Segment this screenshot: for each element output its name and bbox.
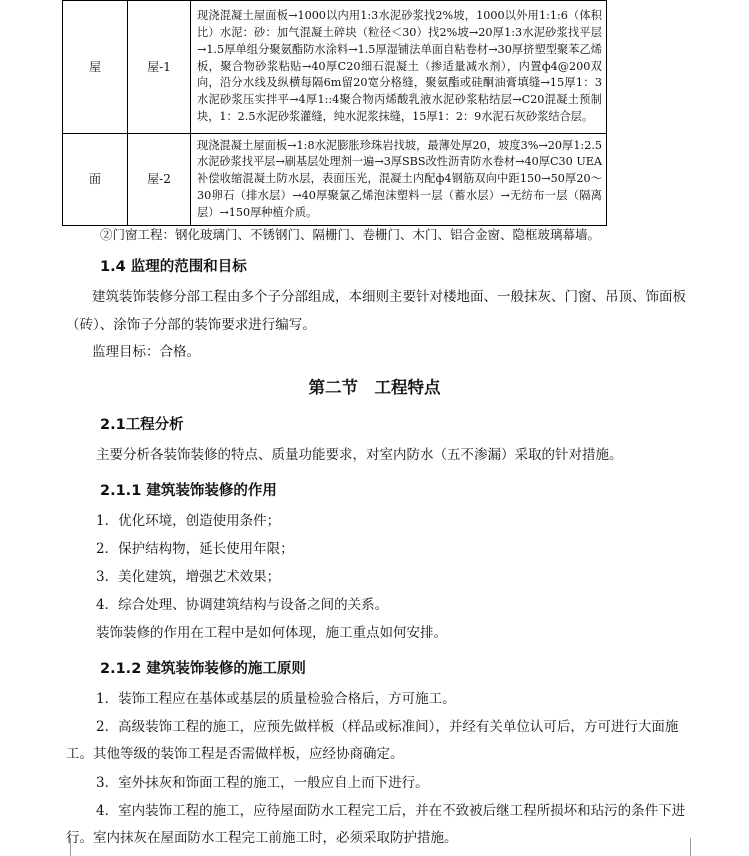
chapter-title: 第二节 工程特点: [308, 378, 441, 397]
table-row: [63, 134, 607, 226]
description-cell: [191, 1, 607, 134]
section-heading-2-1-2: 2.1.2 建筑装饰装修的施工原则: [100, 661, 306, 677]
paragraph-scope: 建筑装饰装修分部工程由多个子分部组成，本细则主要针对楼地面、一般抹灰、门窗、吊顶、饰面板（砖）、涂饰子分部的装饰要求进行编写。: [66, 289, 686, 333]
list-item: 3．美化建筑，增强艺术效果；: [96, 569, 281, 585]
page-corner-mark: [56, 838, 71, 856]
category-cell: 屋: [63, 1, 128, 134]
description-text: 现浇混凝土屋面板→1000以内用1:3水泥砂浆找2%坡，1000以外用1:1:6（体积比）水泥：砂：加气混凝土碎块（粒径＜30）找2%坡→20厚1:3水泥砂浆找平层→1.5厚单组分聚氨酯防水涂料→1.5厚湿铺法单面自粘卷材→30厚挤塑型聚苯乙烯板，聚合物砂浆粘贴→40厚C20细石混凝土（掺适量减水剂），内置ф4@200双向，沿分水线及纵横每隔6m留20宽分格缝，聚氨酯或硅酮油膏填缝→15厚1：3水泥砂浆压实拌平→4厚1::4聚合物丙烯酸乳液水泥砂浆粘结层→C20混凝土预制块，1：2.5水泥砂浆灌缝，纯水泥浆抹缝，15厚1：2：9水泥石灰砂浆结合层。: [197, 9, 602, 123]
description-text: 现浇混凝土屋面板→1:8水泥膨胀珍珠岩找坡，最薄处厚20，坡度3%→20厚1:2.5水泥砂浆找平层→刷基层处理剂一遍→3厚SBS改性沥青防水卷材→40厚C30 UEA补偿收缩混凝土防水层，表面压光，混凝土内配ф4钢筋双向中距150→50厚20～30卵石（排水层）→40厚聚氯乙烯泡沫塑料一层（蓄水层）→无纺布一层（隔离层）→150厚种植介质。: [197, 138, 602, 219]
paragraph-analysis: 主要分析各装饰装修的特点、质量功能要求，对室内防水（五不渗漏）采取的针对措施。: [96, 447, 623, 463]
section-heading-1-4: 1.4 监理的范围和目标: [100, 259, 247, 275]
list-item: 1．装饰工程应在基体或基层的质量检验合格后，方可施工。: [96, 691, 456, 707]
code-cell: 屋-2: [128, 134, 191, 226]
table-row: [63, 1, 607, 134]
paragraph-role: 装饰装修的作用在工程中是如何体现，施工重点如何安排。: [96, 625, 447, 641]
door-window-note: ②门窗工程：钢化玻璃门、不锈钢门、隔栅门、卷栅门、木门、铝合金窗、隐框玻璃幕墙。: [100, 227, 601, 242]
section-heading-2-1: 2.1工程分析: [100, 417, 184, 433]
paragraph-goal: 监理目标：合格。: [92, 344, 200, 360]
section-heading-2-1-1: 2.1.1 建筑装饰装修的作用: [100, 483, 277, 499]
list-item: 1．优化环境，创造使用条件；: [96, 513, 281, 529]
list-item: 2．高级装饰工程的施工，应预先做样板（样品或标准间），并经有关单位认可后，方可进行大面施工。其他等级的装饰工程是否需做样板，应经协商确定。: [66, 719, 679, 762]
list-item: 4．室内装饰工程的施工，应待屋面防水工程完工后，并在不致被后继工程所损坏和玷污的条件下进行。室内抹灰在屋面防水工程完工前施工时，必须采取防护措施。: [66, 803, 686, 846]
roof-spec-table: [62, 0, 607, 226]
list-item: 3．室外抹灰和饰面工程的施工，一般应自上而下进行。: [96, 775, 429, 791]
category-cell: 面: [63, 134, 128, 226]
code-cell: 屋-1: [128, 1, 191, 134]
list-item: 2．保护结构物，延长使用年限；: [96, 541, 294, 557]
description-cell: [191, 134, 607, 226]
list-item: 4．综合处理、协调建筑结构与设备之间的关系。: [96, 597, 389, 613]
page-corner-mark: [690, 838, 705, 856]
